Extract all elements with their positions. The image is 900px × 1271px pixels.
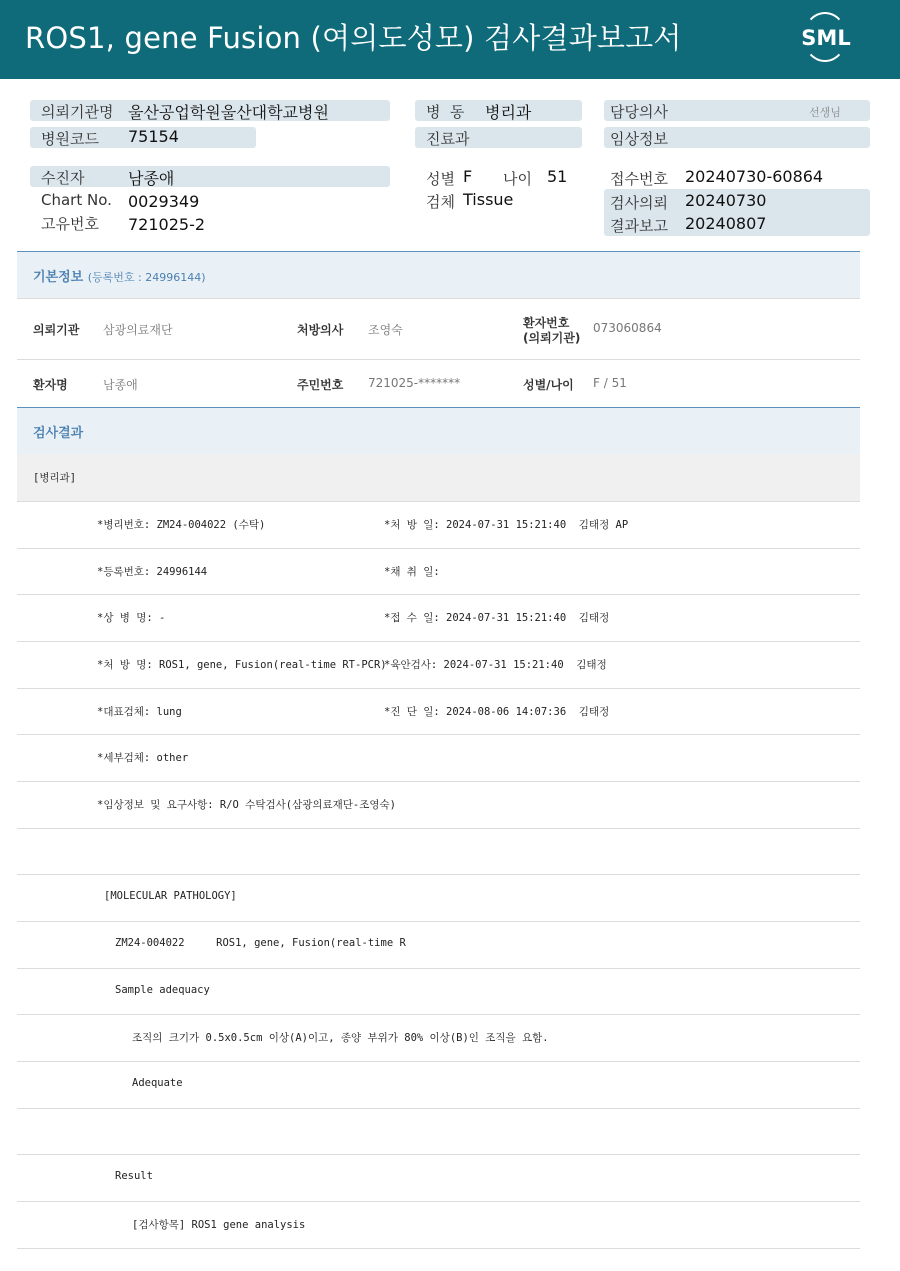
molecular-pathology-header: [MOLECULAR PATHOLOGY] <box>104 890 237 902</box>
basic-info-title <box>33 266 206 285</box>
divider <box>17 828 860 829</box>
result-header <box>17 407 860 455</box>
sml-logo <box>797 12 855 68</box>
prescriber-label: 처방의사 <box>297 323 344 337</box>
registration-number-line: *등록번호: 24996144 <box>97 566 208 578</box>
org-label: 의뢰기관 <box>33 323 80 337</box>
ward-value: 병리과 <box>485 103 532 122</box>
clinical-label: 임상정보 <box>610 130 668 148</box>
sexage-value: F / 51 <box>593 376 627 390</box>
divider <box>17 688 860 689</box>
hospital-code-value: 75154 <box>128 127 179 146</box>
diagnosis-date: *진 단 일: 2024-08-06 14:07:36 김태정 <box>384 706 610 718</box>
divider <box>17 298 860 299</box>
divider <box>17 548 860 549</box>
sexage-label: 성별/나이 <box>523 378 574 392</box>
pid-label: 환자번호 <box>523 316 570 330</box>
sex-label: 성별 <box>426 170 455 188</box>
dept-label: 진료과 <box>426 130 470 148</box>
name-value: 남종애 <box>103 378 138 392</box>
rrn-value: 721025-******* <box>368 376 461 390</box>
test-item: [검사항목] ROS1 gene analysis <box>132 1219 306 1231</box>
receipt-label: 접수번호 <box>610 170 668 188</box>
patient-label: 수진자 <box>41 169 85 187</box>
divider <box>17 734 860 735</box>
doctor-label: 담당의사 <box>610 103 668 121</box>
prescription-name: *처 방 명: ROS1, gene, Fusion(real-time RT-PCR) <box>97 659 387 671</box>
divider <box>17 1108 860 1109</box>
sex-value: F <box>463 167 473 186</box>
clinical-request: *임상정보 및 요구사항: R/O 수탁검사(삼광의료재단-조영숙) <box>97 799 397 811</box>
sample-adequacy-label: Sample adequacy <box>115 984 210 996</box>
request-value: 20240730 <box>685 191 767 210</box>
chart-value: 0029349 <box>128 192 200 211</box>
adequacy-value: Adequate <box>132 1077 183 1089</box>
unique-label: 고유번호 <box>41 215 99 233</box>
main-specimen: *대표검체: lung <box>97 706 182 718</box>
adequacy-criteria: 조직의 크기가 0.5x0.5cm 이상(A)이고, 종양 부위가 80% 이상(B)인 조직을 요함. <box>132 1032 549 1044</box>
result-label: Result <box>115 1170 153 1182</box>
doctor-suffix: 선생님 <box>809 106 841 119</box>
molecular-id: ZM24-004022 ROS1, gene, Fusion(real-time R <box>115 937 406 949</box>
prescription-date: *처 방 일: 2024-07-31 15:21:40 김태정 AP <box>384 519 629 531</box>
divider <box>17 1014 860 1015</box>
patient-value: 남종애 <box>128 169 175 188</box>
dept-tag-row <box>17 454 860 501</box>
receipt-value: 20240730-60864 <box>685 167 824 186</box>
chart-label: Chart No. <box>41 191 112 209</box>
specimen-label: 검체 <box>426 193 455 211</box>
specimen-value: Tissue <box>463 190 514 209</box>
report-date-value: 20240807 <box>685 214 767 233</box>
report-header <box>0 0 900 79</box>
result-title: 검사결과 <box>33 426 84 441</box>
pid-value: 073060864 <box>593 321 662 335</box>
divider <box>17 1201 860 1202</box>
logo-text: SML <box>801 26 851 50</box>
unique-value: 721025-2 <box>128 215 206 234</box>
org-value: 삼광의료재단 <box>103 323 173 337</box>
pathology-number: *병리번호: ZM24-004022 (수탁) <box>97 519 266 531</box>
registration-number: (등록번호 : 24996144) <box>87 271 206 284</box>
divider <box>17 641 860 642</box>
divider <box>17 874 860 875</box>
pid-label-sub: (의뢰기관) <box>523 331 581 345</box>
request-label: 검사의뢰 <box>610 194 668 212</box>
ordering-org-label: 의뢰기관명 <box>41 103 114 121</box>
divider <box>17 1248 860 1249</box>
dept-tag: [병리과] <box>33 472 77 484</box>
divider <box>17 1061 860 1062</box>
ward-label: 병 동 <box>426 103 465 121</box>
rrn-label: 주민번호 <box>297 378 344 392</box>
diagnosis-name: *상 병 명: - <box>97 612 166 624</box>
divider <box>17 921 860 922</box>
collection-date: *채 취 일: <box>384 566 440 578</box>
divider <box>17 501 860 502</box>
hospital-code-label: 병원코드 <box>41 130 99 148</box>
receipt-date: *접 수 일: 2024-07-31 15:21:40 김태정 <box>384 612 610 624</box>
divider <box>17 968 860 969</box>
prescriber-value: 조영숙 <box>368 323 403 337</box>
basic-info-title-text: 기본정보 <box>33 270 84 285</box>
sub-specimen: *세부검체: other <box>97 752 189 764</box>
divider <box>17 1154 860 1155</box>
name-label: 환자명 <box>33 378 68 392</box>
divider <box>17 594 860 595</box>
divider <box>17 359 860 360</box>
report-title: ROS1, gene Fusion (여의도성모) 검사결과보고서 <box>25 21 682 55</box>
age-label: 나이 <box>503 170 532 188</box>
gross-exam-date: *육안검사: 2024-07-31 15:21:40 김태정 <box>384 659 607 671</box>
ordering-org-value: 울산공업학원울산대학교병원 <box>128 103 329 122</box>
divider <box>17 781 860 782</box>
report-date-label: 결과보고 <box>610 217 668 235</box>
age-value: 51 <box>547 167 568 186</box>
